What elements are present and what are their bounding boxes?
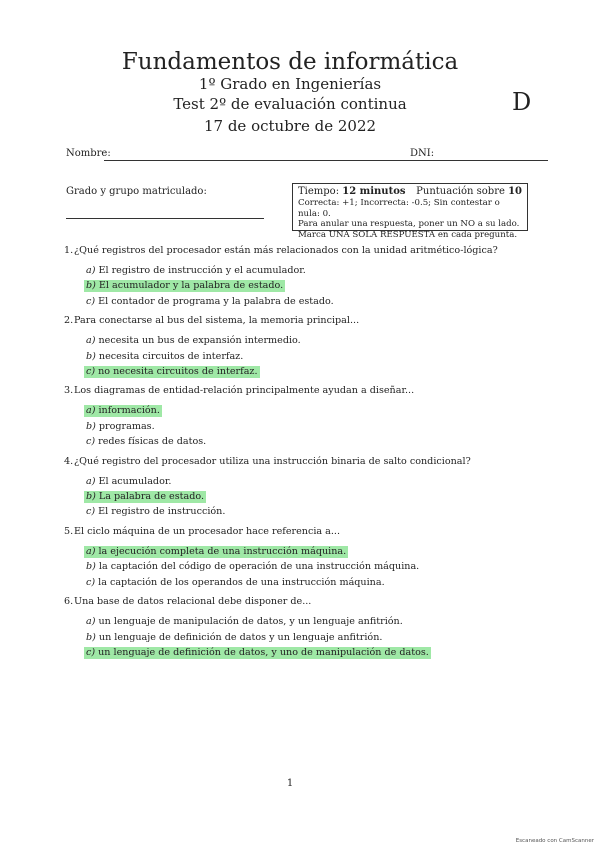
answer-option[interactable] (84, 419, 544, 434)
group-field[interactable] (66, 218, 264, 219)
answer-options (84, 614, 544, 660)
question-text: ¿Qué registros del procesador están más relacionados con la unidad aritmético-lógica? (74, 245, 498, 256)
option-text: información. (98, 405, 160, 417)
question-stem (64, 245, 544, 257)
question-number: 5. (64, 525, 74, 537)
option-text: la ejecución completa de una instrucción máquina. (98, 545, 347, 557)
option-letter: c) (86, 576, 96, 588)
question-4 (64, 456, 544, 520)
question-number: 1. (64, 245, 74, 256)
option-letter: a) (86, 335, 96, 347)
answer-option[interactable] (84, 504, 544, 519)
scoring-rules: Correcta: +1; Incorrecta: -0.5; Sin contestar o nula: 0. (298, 198, 500, 219)
name-label: Nombre: (66, 148, 111, 159)
option-letter: c) (86, 366, 96, 378)
question-text: Los diagramas de entidad-relación principalmente ayudan a diseñar... (74, 385, 415, 397)
dni-label: DNI: (410, 148, 435, 159)
answer-option-content (84, 280, 285, 292)
answer-option-content (84, 491, 206, 503)
question-2 (64, 315, 544, 379)
answer-option-content (84, 506, 227, 518)
answer-option[interactable] (84, 645, 544, 660)
option-text: El registro de instrucción y el acumulador. (98, 265, 306, 276)
question-text: Para conectarse al bus del sistema, la memoria principal... (74, 315, 360, 327)
option-letter: b) (86, 350, 96, 362)
answer-option[interactable] (84, 474, 544, 489)
question-stem (64, 315, 544, 327)
answer-option[interactable] (84, 403, 544, 418)
question-stem (64, 596, 544, 608)
option-letter: a) (86, 265, 96, 276)
option-text: no necesita circuitos de interfaz. (98, 366, 258, 378)
version-letter: D (512, 88, 532, 116)
option-text: redes físicas de datos. (98, 436, 207, 448)
answer-options (84, 333, 544, 379)
answer-option-content (84, 421, 157, 433)
question-text: Una base de datos relacional debe disponer de... (74, 596, 312, 608)
question-3 (64, 385, 544, 449)
option-text: El registro de instrucción. (98, 506, 226, 518)
option-letter: a) (86, 545, 96, 557)
group-label: Grado y grupo matriculado: (66, 186, 207, 197)
answer-option[interactable] (84, 575, 544, 590)
option-letter: b) (86, 491, 96, 503)
option-letter: c) (86, 295, 96, 307)
question-number: 6. (64, 596, 74, 608)
option-letter: c) (86, 506, 96, 518)
answer-option[interactable] (84, 333, 544, 348)
answer-option-content (84, 616, 405, 628)
question-number: 3. (64, 385, 74, 397)
question-list (64, 240, 544, 666)
answer-options (84, 474, 544, 520)
question-stem (64, 385, 544, 397)
question-stem (64, 456, 544, 468)
cancel-instruction: Para anular una respuesta, poner un NO a su lado. (298, 219, 520, 229)
option-text: La palabra de estado. (98, 491, 205, 503)
answer-options (84, 403, 544, 449)
answer-option-content (84, 335, 303, 347)
answer-option-content (84, 296, 336, 308)
answer-option-content (84, 476, 173, 488)
course-line: 1º Grado en Ingenierías (198, 75, 382, 93)
answer-option-content (84, 366, 260, 378)
option-letter: c) (86, 436, 96, 448)
question-6 (64, 596, 544, 660)
question-stem (64, 526, 544, 538)
option-letter: a) (86, 475, 96, 487)
option-text: la captación del código de operación de una instrucción máquina. (98, 561, 420, 573)
exam-date: 17 de octubre de 2022 (203, 117, 377, 135)
test-line: Test 2º de evaluación continua (173, 95, 407, 113)
answer-option[interactable] (84, 630, 544, 645)
dni-field[interactable] (432, 160, 548, 161)
single-answer-instruction: Marca UNA SOLA RESPUESTA en cada pregunta. (298, 229, 518, 240)
option-text: El acumulador y la palabra de estado. (98, 280, 284, 292)
scanner-watermark: Escaneado con CamScanner (515, 838, 594, 844)
option-text: El acumulador. (98, 475, 172, 487)
question-number: 4. (64, 455, 74, 467)
answer-option[interactable] (84, 434, 544, 449)
answer-option-content (84, 405, 162, 417)
question-5 (64, 526, 544, 590)
answer-option[interactable] (84, 614, 544, 629)
answer-option-content (84, 577, 387, 589)
question-text: El ciclo máquina de un procesador hace referencia a... (74, 525, 341, 537)
answer-option[interactable] (84, 364, 544, 379)
time-info: Tiempo: 12 minutos (298, 186, 406, 197)
option-letter: b) (86, 280, 96, 292)
option-letter: b) (86, 561, 96, 573)
option-text: programas. (98, 420, 155, 432)
question-number: 2. (64, 315, 74, 327)
page-number: 1 (286, 778, 294, 789)
option-letter: c) (86, 646, 96, 658)
option-text: la captación de los operandos de una instrucción máquina. (98, 576, 385, 588)
answer-option[interactable] (84, 294, 544, 309)
answer-option[interactable] (84, 544, 544, 559)
option-letter: a) (86, 616, 96, 628)
score-info: Puntuación sobre 10 (416, 186, 522, 197)
answer-options (84, 544, 544, 590)
answer-option-content (84, 647, 431, 659)
name-field[interactable] (104, 160, 438, 161)
answer-option[interactable] (84, 278, 544, 293)
option-text: un lenguaje de manipulación de datos, y un lenguaje anfitrión. (98, 616, 403, 628)
answer-option[interactable] (84, 263, 544, 278)
option-text: un lenguaje de definición de datos y un lenguaje anfitrión. (98, 631, 383, 643)
option-text: necesita un bus de expansión intermedio. (98, 335, 301, 347)
answer-option[interactable] (84, 349, 544, 364)
answer-option-content (84, 561, 421, 573)
option-letter: b) (86, 631, 96, 643)
answer-option-content (84, 632, 384, 644)
instructions-box (292, 183, 528, 240)
answer-option-content (84, 351, 245, 363)
answer-option[interactable] (84, 559, 544, 574)
answer-option-content (84, 546, 348, 558)
question-1 (64, 245, 544, 309)
answer-options (84, 263, 544, 309)
option-text: un lenguaje de definición de datos, y uno de manipulación de datos. (98, 646, 429, 658)
option-letter: b) (86, 420, 96, 432)
option-text: necesita circuitos de interfaz. (98, 350, 244, 362)
answer-option-content (84, 436, 208, 448)
option-text: El contador de programa y la palabra de estado. (98, 295, 334, 307)
answer-option-content (84, 265, 308, 277)
question-text: ¿Qué registro del procesador utiliza una instrucción binaria de salto condicional? (74, 455, 471, 467)
option-letter: a) (86, 405, 96, 417)
answer-option[interactable] (84, 489, 544, 504)
exam-title: Fundamentos de informática (121, 49, 459, 75)
